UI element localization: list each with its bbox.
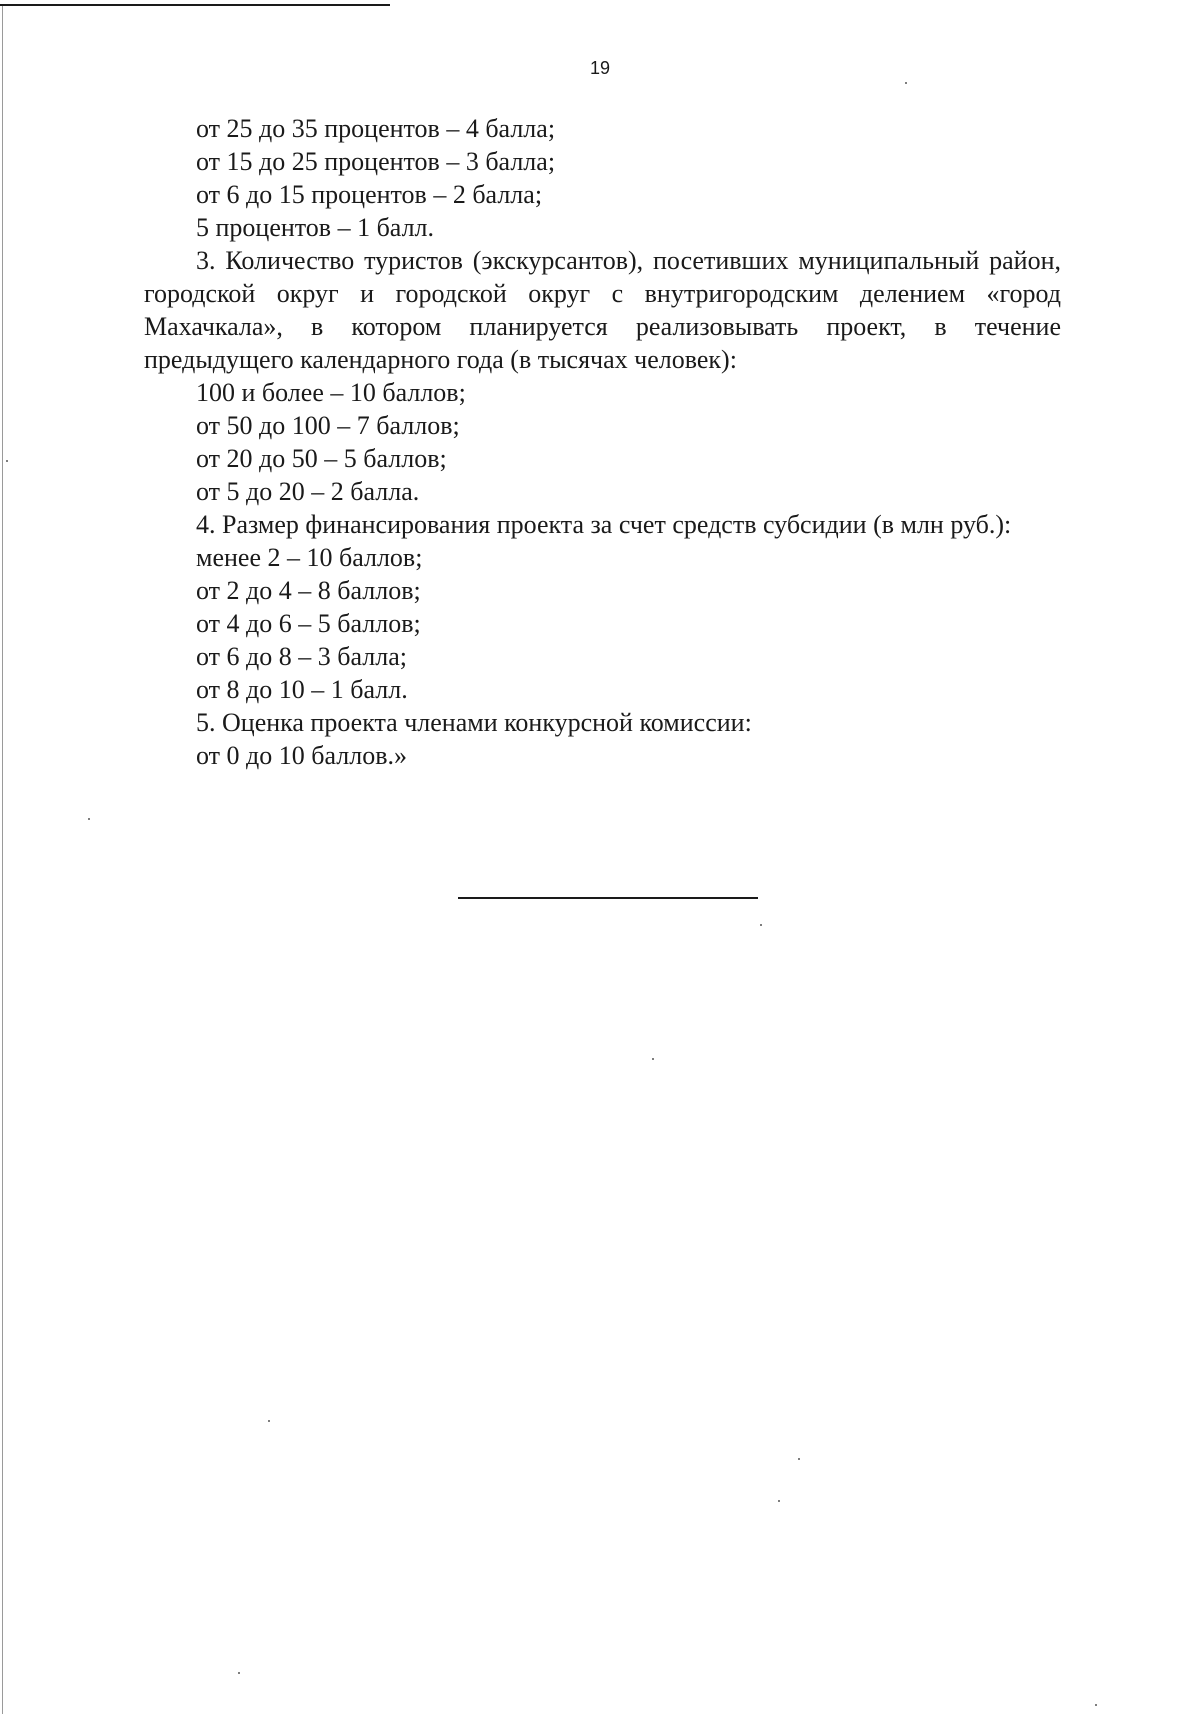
list-item: от 8 до 10 – 1 балл. <box>196 675 408 704</box>
list-item: от 0 до 10 баллов.» <box>196 741 407 770</box>
scan-speck <box>798 1458 800 1460</box>
list-item: менее 2 – 10 баллов; <box>196 543 423 572</box>
paragraph-5: 5. Оценка проекта членами конкурсной комиссии: <box>196 708 752 737</box>
document-body <box>144 112 1061 772</box>
scan-speck <box>88 818 90 820</box>
paragraph-3: 3. Количество туристов (экскурсантов), посетивших муниципальный район, городской округ и городской округ с внутригородским делением «город Махачкала», в котором планируется реализовывать проект, в течение предыдущего календарного года (в тысячах человек): <box>144 246 1061 374</box>
left-scan-edge <box>2 6 3 1714</box>
scan-speck <box>905 82 907 84</box>
scan-speck <box>238 1672 240 1674</box>
top-scan-edge <box>0 4 390 6</box>
scan-speck <box>268 1420 270 1422</box>
scan-speck <box>6 460 8 462</box>
list-item: от 2 до 4 – 8 баллов; <box>196 576 421 605</box>
list-item: от 5 до 20 – 2 балла. <box>196 477 420 506</box>
paragraph-4: 4. Размер финансирования проекта за счет средств субсидии (в млн руб.): <box>196 510 1012 539</box>
list-item: от 15 до 25 процентов – 3 балла; <box>196 147 556 176</box>
scan-speck <box>778 1500 780 1502</box>
list-item: от 4 до 6 – 5 баллов; <box>196 609 421 638</box>
list-item: 100 и более – 10 баллов; <box>196 378 466 407</box>
scan-speck <box>1095 1704 1097 1706</box>
list-item: от 20 до 50 – 5 баллов; <box>196 444 447 473</box>
list-item: от 6 до 8 – 3 балла; <box>196 642 407 671</box>
list-item: от 6 до 15 процентов – 2 балла; <box>196 180 543 209</box>
list-item: от 50 до 100 – 7 баллов; <box>196 411 460 440</box>
page-number: 19 <box>589 58 611 78</box>
list-item: от 25 до 35 процентов – 4 балла; <box>196 114 556 143</box>
scan-speck <box>760 924 762 926</box>
closing-separator-line <box>458 897 758 899</box>
list-item: 5 процентов – 1 балл. <box>196 213 435 242</box>
scan-speck <box>652 1058 654 1060</box>
